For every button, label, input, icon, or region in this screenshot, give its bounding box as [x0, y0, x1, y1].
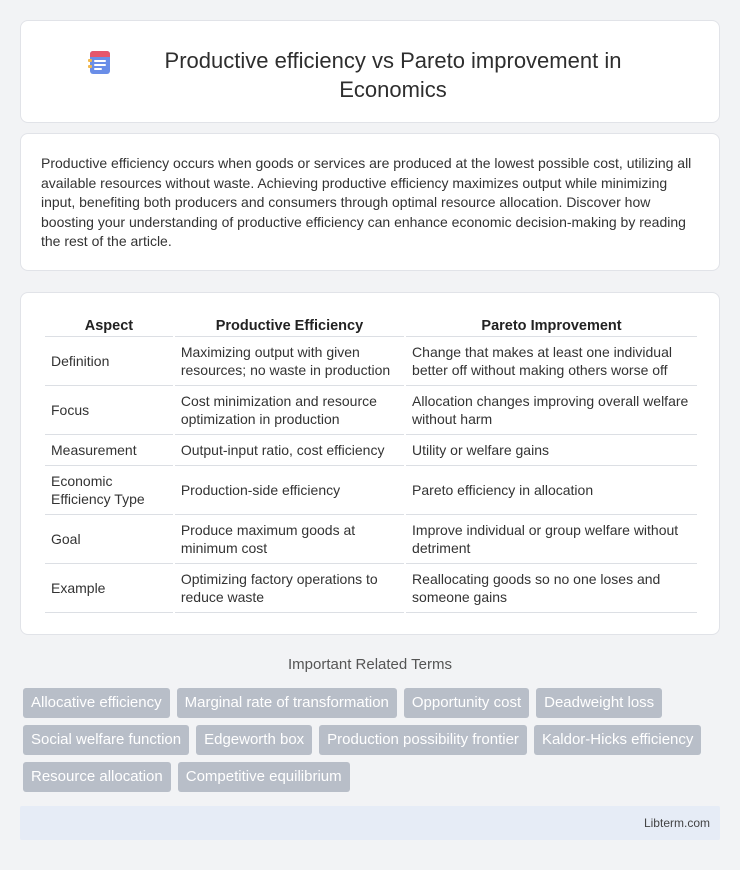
- related-term-tag[interactable]: Marginal rate of transformation: [177, 688, 397, 718]
- table-row: [45, 386, 697, 435]
- document-icon: [87, 49, 113, 75]
- column-header: Pareto Improvement: [406, 315, 697, 337]
- table-cell: Pareto efficiency in allocation: [406, 466, 697, 515]
- comparison-table: [43, 315, 699, 613]
- table-cell: Production-side efficiency: [175, 466, 404, 515]
- page-title: Productive efficiency vs Pareto improvement in Economics: [164, 48, 622, 102]
- related-term-tag[interactable]: Competitive equilibrium: [178, 762, 350, 792]
- table-cell: Maximizing output with given resources; no waste in production: [175, 337, 404, 386]
- table-cell: Cost minimization and resource optimization in production: [175, 386, 404, 435]
- table-cell: Measurement: [45, 435, 173, 466]
- related-terms-title: Important Related Terms: [288, 656, 452, 673]
- table-cell: Change that makes at least one individual better off without making others worse off: [406, 337, 697, 386]
- table-cell: Goal: [45, 515, 173, 564]
- table-cell: Utility or welfare gains: [406, 435, 697, 466]
- table-cell: Improve individual or group welfare without detriment: [406, 515, 697, 564]
- table-cell: Produce maximum goods at minimum cost: [175, 515, 404, 564]
- related-term-tag[interactable]: Edgeworth box: [196, 725, 312, 755]
- comparison-table-card: [20, 292, 720, 635]
- table-cell: Economic Efficiency Type: [45, 466, 173, 515]
- table-row: [45, 515, 697, 564]
- intro-card: [20, 133, 720, 271]
- table-row: [45, 466, 697, 515]
- table-row: [45, 435, 697, 466]
- related-term-tag[interactable]: Kaldor-Hicks efficiency: [534, 725, 701, 755]
- table-cell: Definition: [45, 337, 173, 386]
- table-row: [45, 337, 697, 386]
- title-card: [20, 20, 720, 123]
- table-cell: Reallocating goods so no one loses and someone gains: [406, 564, 697, 613]
- footer-site-link[interactable]: Libterm.com: [643, 816, 710, 830]
- footer: [20, 806, 720, 840]
- related-term-tag[interactable]: Allocative efficiency: [23, 688, 170, 718]
- related-terms-list: [23, 688, 723, 792]
- related-term-tag[interactable]: Social welfare function: [23, 725, 189, 755]
- table-cell: Focus: [45, 386, 173, 435]
- table-header-row: [45, 315, 697, 337]
- related-term-tag[interactable]: Deadweight loss: [536, 688, 662, 718]
- table-row: [45, 564, 697, 613]
- related-term-tag[interactable]: Opportunity cost: [404, 688, 529, 718]
- table-cell: Example: [45, 564, 173, 613]
- intro-paragraph: Productive efficiency occurs when goods or services are produced at the lowest possible cost, utilizing all available resources without waste. Achieving productive efficiency maximizes output while minimizing input, benefiting both producers and consumers through optimal resource allocation. Discover how boosting your understanding of productive efficiency can enhance economic decision-making by reading the rest of the article.: [41, 155, 692, 249]
- related-term-tag[interactable]: Resource allocation: [23, 762, 171, 792]
- column-header: Productive Efficiency: [175, 315, 404, 337]
- column-header: Aspect: [45, 315, 173, 337]
- related-term-tag[interactable]: Production possibility frontier: [319, 725, 527, 755]
- table-cell: Optimizing factory operations to reduce waste: [175, 564, 404, 613]
- table-cell: Output-input ratio, cost efficiency: [175, 435, 404, 466]
- table-cell: Allocation changes improving overall welfare without harm: [406, 386, 697, 435]
